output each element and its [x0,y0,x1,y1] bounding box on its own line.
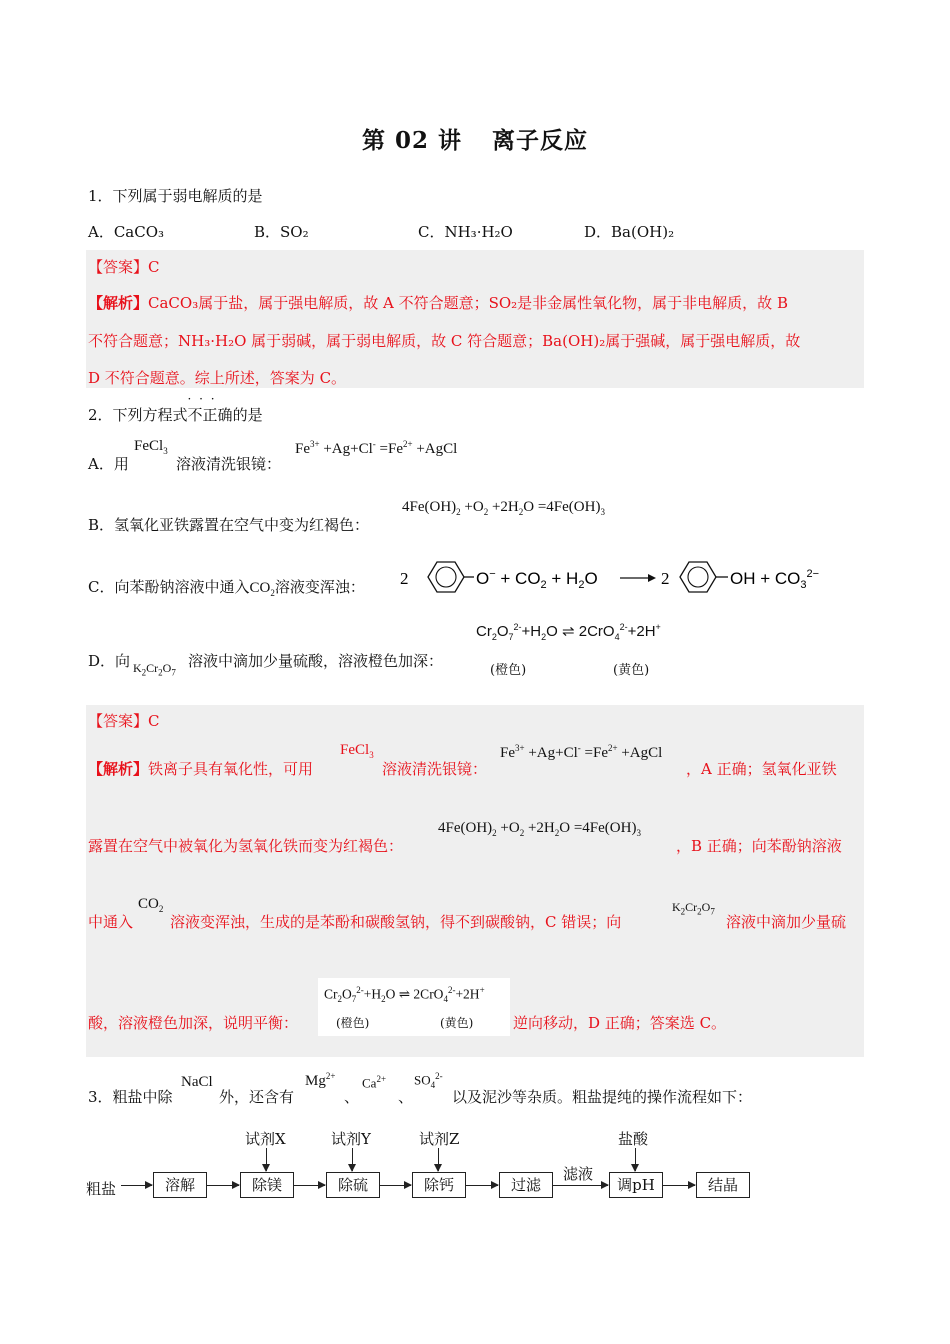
svg-text:2: 2 [400,569,409,588]
q1-analysis-line2: 不符合题意；NH₃·H₂O 属于弱碱，属于弱电解质，故 C 符合题意；Ba(OH)₂属于强碱，属于强电解质，故 [88,332,801,350]
q2-option-d: D．向 [88,652,131,670]
q2-option-a-text: 溶液清洗银镜： [176,455,282,473]
so4-ion: $SO_4^{2-}$ [414,1071,443,1090]
q3-stem-end: 以及泥沙等杂质。粗盐提纯的操作流程如下： [452,1088,753,1106]
k2cr2o7-formula: $K_2Cr_2O_7$ [133,661,176,678]
equation-d: $Cr_2O_7^{2-}+H_2O$ ⇌ 2CrO$_4^{2-}$+2H+ [476,622,661,642]
q2-analysis-text5: ，B 正确；向苯酚钠溶液 [676,837,842,855]
q3-stem-mid: 外，还含有 [219,1088,295,1106]
flow-box-remove-mg: 除镁 [240,1172,294,1198]
equation-a-repeat: $Fe^{3+} +Ag+Cl^- =Fe^{2+}$ +AgCl [500,743,663,761]
q1-option-b: B．SO₂ [254,223,309,241]
reagent-arrow [352,1148,353,1171]
q2-analysis-line1: 【解析】铁离子具有氧化性，可用 [88,760,314,778]
q1-stem: 1．下列属于弱电解质的是 [88,187,263,205]
flow-start: 粗盐 [86,1180,117,1198]
flow-arrow [552,1185,608,1186]
svg-text:2: 2 [661,569,670,588]
flow-box-remove-ca: 除钙 [412,1172,466,1198]
page-title: 第 02 讲 离子反应 [361,127,589,154]
reagent-x: 试剂X [245,1130,286,1148]
q1-option-a: A．CaCO₃ [88,223,165,241]
q3-stem-prefix: 3．粗盐中除 [88,1088,173,1106]
equation-d-box [318,978,510,1036]
q2-answer: 【答案】C [88,712,160,730]
q1-answer-block [86,250,864,388]
equation-d-repeat: $Cr_2O_7^{2-}+H_2O$ ⇌ 2CrO$_4^{2-}$+2H+ [324,985,485,1005]
flow-arrow [293,1185,325,1186]
flow-filtrate: 滤液 [563,1165,594,1183]
label-orange: (橙色) [490,663,527,678]
svg-text:O− + CO2 + H2O: $O^- + CO_2 + H_2O$ [476,568,598,591]
svg-text:OH + CO32−: OH + $CO_3^{2-}$ [730,568,820,591]
flow-arrow [465,1185,498,1186]
q1-option-d: D．Ba(OH)₂ [584,223,675,241]
separator-2: 、 [398,1088,414,1106]
reagent-arrow [438,1148,439,1171]
flow-arrow [379,1185,411,1186]
separator-1: 、 [344,1088,360,1106]
q2-option-b: B．氢氧化亚铁露置在空气中变为红褐色： [88,516,370,534]
flow-arrow [121,1185,152,1186]
reagent-arrow [635,1148,636,1171]
reagent-y: 试剂Y [331,1130,371,1148]
q2-analysis-text10: 逆向移动，D 正确；答案选 C。 [513,1014,727,1032]
flow-box-adjust-ph: 调pH [609,1172,663,1198]
q1-analysis-label: 【解析】 [88,294,149,312]
label-orange-2: (橙色) [336,1016,370,1030]
label-yellow-2: (黄色) [440,1016,474,1030]
mg-ion: $Mg^{2+}$ [305,1071,336,1089]
equation-b-repeat: $4Fe(OH)_2 +O_2 +2H_2O =4Fe(OH)_3$ [438,820,641,838]
q1-analysis-text1: CaCO₃属于盐，属于强电解质，故 A 不符合题意；SO₂是非金属性氧化物，属于非电解质，故 B [148,294,788,312]
q2-option-c: C．向苯酚钠溶液中通入$CO_2$溶液变浑浊： [88,578,365,598]
q2-analysis-line3: 中通入 [88,913,134,931]
flow-box-crystallize: 结晶 [696,1172,750,1198]
q2-option-a: A．用 [88,455,129,473]
flow-arrow [662,1185,695,1186]
q1-analysis-line3: D 不符合题意。综上所述，答案为 C。 [88,369,347,387]
flow-box-remove-sulfate: 除硫 [326,1172,380,1198]
q1-analysis-line1 [88,292,788,313]
q2-analysis-text8: 溶液中滴加少量硫 [726,913,847,931]
emphasis-not-correct: 不正确 · · · [188,406,233,424]
reagent-hcl: 盐酸 [618,1130,649,1148]
equation-b: $4Fe(OH)_2 +O_2 +2H_2O =4Fe(OH)_3$ [402,499,605,517]
nacl-formula: NaCl [181,1074,213,1090]
ca-ion: $Ca^{2+}$ [362,1074,387,1091]
flow-box-filter: 过滤 [499,1172,553,1198]
co2-formula: $CO_2$ [138,896,164,914]
q2-analysis-text2: 溶液清洗银镜： [382,760,488,778]
q2-option-d-text: 溶液中滴加少量硫酸，溶液橙色加深： [188,652,444,670]
label-yellow: (黄色) [613,663,650,678]
equation-c-phenol [398,554,838,600]
fecl3-formula-2: FeCl$_3$ [340,742,374,760]
equation-a: $Fe^{3+} +Ag+Cl^- =Fe^{2+}$ +AgCl [295,439,458,457]
q1-answer: 【答案】C [88,258,160,276]
q2-analysis-text3: ，A 正确；氢氧化亚铁 [686,760,837,778]
q2-answer-block [86,705,864,1057]
q2-analysis-line2: 露置在空气中被氧化为氢氧化铁而变为红褐色： [88,837,404,855]
reagent-z: 试剂Z [419,1130,460,1148]
k2cr2o7-formula-2: $K_2Cr_2O_7$ [672,900,715,917]
reagent-arrow [266,1148,267,1171]
q1-option-c: C．NH₃·H₂O [418,223,513,241]
fecl3-formula: FeCl$_3$ [134,438,168,456]
flow-box-dissolve: 溶解 [153,1172,207,1198]
q2-stem: 2．下列方程式不正确 · · ·的是 [88,404,263,425]
q2-analysis-line4: 酸，溶液橙色加深，说明平衡： [88,1014,299,1032]
q2-analysis-text7: 溶液变浑浊，生成的是苯酚和碳酸氢钠，得不到碳酸钠，C 错误；向 [170,913,622,931]
flow-arrow [206,1185,239,1186]
